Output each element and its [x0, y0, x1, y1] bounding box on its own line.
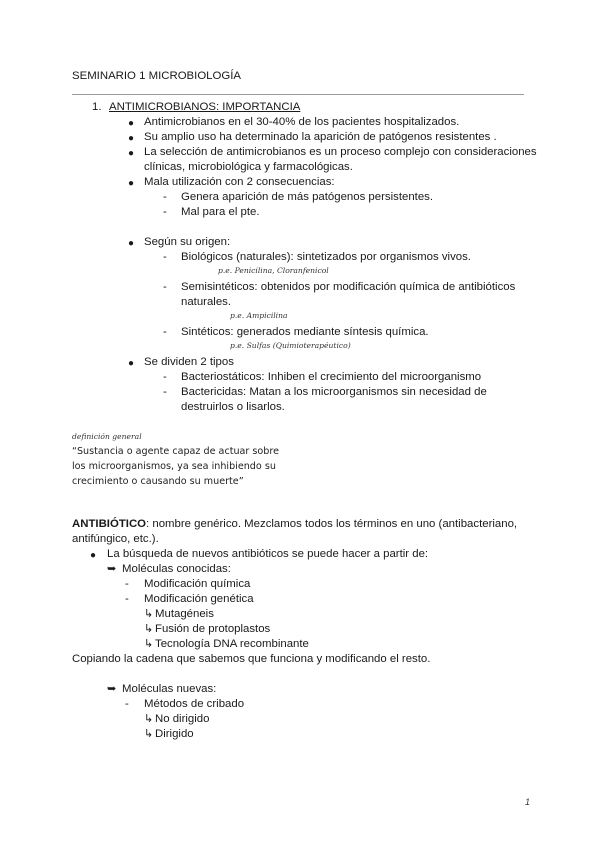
antibiotico-continuation: antifúngico, etc.). [72, 533, 159, 545]
list-item: La selección de antimicrobianos es un proceso complejo con consideraciones [144, 146, 537, 158]
list-item: Moléculas conocidas: [122, 563, 231, 575]
dash-icon: - [163, 281, 167, 293]
sub-item: Biológicos (naturales): sintetizados por organismos vivos. [181, 251, 471, 263]
sub-sub-item: Mutagéneis [155, 608, 214, 620]
dash-icon: - [125, 593, 129, 605]
sub-item: Métodos de cribado [144, 698, 245, 710]
sub-sub-item: Dirigido [155, 728, 194, 740]
list-item: Se dividen 2 tipos [144, 356, 234, 368]
hook-arrow-icon: ↳ [144, 623, 154, 635]
definition-line: crecimiento o causando su muerte” [72, 476, 244, 487]
handwritten-note: p.e. Ampicilina [230, 311, 288, 320]
sub-sub-item: No dirigido [155, 713, 210, 725]
bullet-icon: ● [90, 550, 97, 561]
list-item: Su amplio uso ha determinado la aparición de patógenos resistentes . [144, 131, 497, 143]
list-item: La búsqueda de nuevos antibióticos se puede hacer a partir de: [107, 548, 429, 560]
sub-item: Bactericidas: Matan a los microorganismos sin necesidad de [181, 386, 487, 398]
dash-icon: - [163, 371, 167, 383]
hook-arrow-icon: ↳ [144, 638, 154, 650]
sub-item: Genera aparición de más patógenos persistentes. [181, 191, 434, 203]
sub-item: Mal para el pte. [181, 206, 260, 218]
dash-icon: - [125, 578, 129, 590]
hook-arrow-icon: ↳ [144, 608, 154, 620]
bullet-icon: ● [128, 118, 135, 129]
handwritten-note: p.e. Sulfas (Quimioterapéutico) [230, 341, 351, 350]
bullet-icon: ● [128, 238, 135, 249]
antibiotico-definition: : nombre genérico. Mezclamos todos los términos en uno (antibacteriano, [146, 518, 518, 530]
bullet-icon: ● [128, 178, 135, 189]
handwritten-note: p.e. Penicilina, Cloranfenicol [218, 266, 329, 275]
section-heading: ANTIMICROBIANOS: IMPORTANCIA [109, 101, 301, 113]
bullet-icon: ● [128, 358, 135, 369]
definition-line: “Sustancia o agente capaz de actuar sobre [72, 446, 280, 457]
dash-icon: - [163, 251, 167, 263]
definition-line: los microorganismos, ya sea inhibiendo su [72, 461, 276, 472]
list-item-continuation: clínicas, microbiológica y farmacológicas. [144, 161, 353, 173]
sub-item: Sintéticos: generados mediante síntesis química. [181, 326, 429, 338]
hook-arrow-icon: ↳ [144, 728, 154, 740]
page-number: 1 [524, 797, 530, 807]
sub-item-continuation: naturales. [181, 296, 232, 308]
title-divider [72, 94, 524, 95]
antibiotico-term: ANTIBIÓTICO [72, 518, 147, 530]
section-number: 1. [92, 101, 102, 113]
list-item: Según su origen: [144, 236, 231, 248]
sub-item: Bacteriostáticos: Inhiben el crecimiento del microorganismo [181, 371, 482, 383]
definition-label: definición general [72, 432, 142, 441]
hook-arrow-icon: ↳ [144, 713, 154, 725]
bullet-icon: ● [128, 148, 135, 159]
list-item: Mala utilización con 2 consecuencias: [144, 176, 335, 188]
paragraph: Copiando la cadena que sabemos que funciona y modificando el resto. [72, 653, 431, 665]
dash-icon: - [163, 206, 167, 218]
sub-sub-item: Fusión de protoplastos [155, 623, 271, 635]
arrow-icon: ➥ [107, 563, 117, 575]
dash-icon: - [125, 698, 129, 710]
sub-item: Modificación química [144, 578, 251, 590]
dash-icon: - [163, 386, 167, 398]
sub-item-continuation: destruirlos o lisarlos. [181, 401, 285, 413]
bullet-icon: ● [128, 133, 135, 144]
sub-item: Semisintéticos: obtenidos por modificación química de antibióticos [181, 281, 516, 293]
dash-icon: - [163, 326, 167, 338]
arrow-icon: ➥ [107, 683, 117, 695]
sub-item: Modificación genética [144, 593, 254, 605]
list-item: Moléculas nuevas: [122, 683, 217, 695]
page-title: SEMINARIO 1 MICROBIOLOGÍA [72, 70, 241, 82]
sub-sub-item: Tecnología DNA recombinante [155, 638, 309, 650]
list-item: Antimicrobianos en el 30-40% de los pacientes hospitalizados. [144, 116, 460, 128]
antibiotico-paragraph [72, 517, 517, 532]
dash-icon: - [163, 191, 167, 203]
